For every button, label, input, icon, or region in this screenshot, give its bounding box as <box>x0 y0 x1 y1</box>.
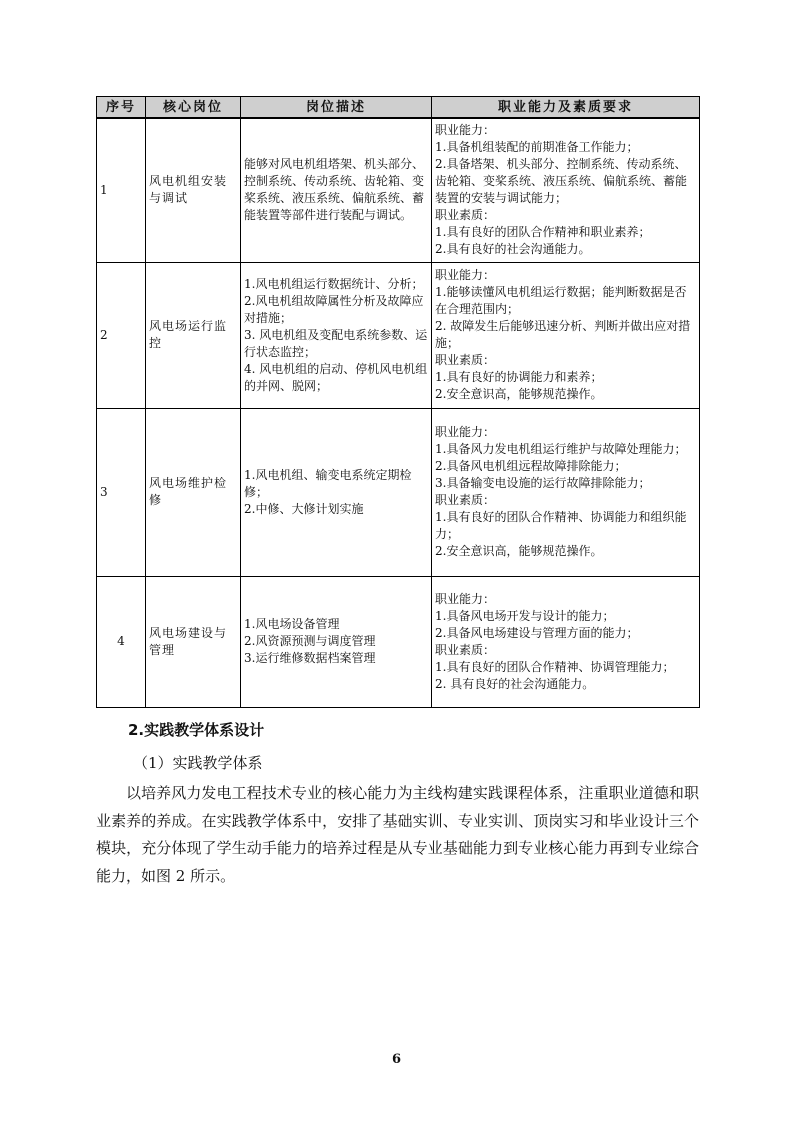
row-requirements <box>432 576 700 707</box>
row-requirements <box>432 118 700 262</box>
requirement-line: 职业能力： <box>435 591 496 606</box>
core-positions-table <box>96 96 700 708</box>
row-core-position: 风电场维护检修 <box>146 408 241 576</box>
row-description <box>241 408 432 576</box>
row-description <box>241 576 432 707</box>
description-line: 3.运行维修数据档案管理 <box>244 651 376 665</box>
description-line: 1.风电机组、输变电系统定期检修； <box>244 467 412 499</box>
row-number: 4 <box>97 576 146 707</box>
description-line: 1.风电机组运行数据统计、分析； <box>244 276 424 291</box>
row-description <box>241 262 432 408</box>
row-number: 2 <box>97 262 146 408</box>
description-line: 2.风资源预测与调度管理 <box>244 634 376 648</box>
description-line: 2.风电机组故障属性分析及故障应对措施； <box>244 293 424 325</box>
page-number: 6 <box>391 1052 402 1067</box>
requirement-line: 职业素质： <box>435 642 496 657</box>
row-core-position: 风电机组安装与调试 <box>146 118 241 262</box>
requirement-line: 职业素质： <box>435 493 496 507</box>
table-row <box>97 576 700 707</box>
requirement-line: 2.具备风电机组远程故障排除能力； <box>435 459 627 473</box>
row-requirements <box>432 262 700 408</box>
description-line: 3. 风电机组及变配电系统参数、运行状态监控； <box>244 327 428 359</box>
row-requirements <box>432 408 700 576</box>
requirement-line: 1.具备风力发电机组运行维护与故障处理能力； <box>435 442 687 456</box>
requirement-line: 1.具有良好的团队合作精神、协调能力和组织能力； <box>435 510 687 541</box>
requirement-line: 2.具有良好的社会沟通能力。 <box>435 242 591 257</box>
requirement-line: 2. 故障发生后能够迅速分析、判断并做出应对措施； <box>435 319 691 350</box>
requirement-line: 职业素质： <box>435 208 496 223</box>
row-number: 3 <box>97 408 146 576</box>
table-row <box>97 118 700 262</box>
description-line: 4. 风电机组的启动、停机风电机组的并网、脱网； <box>244 361 428 393</box>
description-line: 能够对风电机组塔架、机头部分、控制系统、传动系统、齿轮箱、变桨系统、液压系统、偏航系统、蓄能装置等部件进行装配与调试。 <box>244 157 425 223</box>
requirement-line: 2.具备风电场建设与管理方面的能力； <box>435 625 639 640</box>
requirement-line: 2. 具有良好的社会沟通能力。 <box>435 676 595 691</box>
requirement-line: 职业能力： <box>435 123 496 138</box>
table-header <box>97 97 700 119</box>
header-core-position: 核心岗位 <box>146 97 241 119</box>
requirement-line: 2.具备塔架、机头部分、控制系统、传动系统、齿轮箱、变桨系统、液压系统、偏航系统、蓄能装置的安装与调试能力； <box>435 157 688 206</box>
header-requirements: 职业能力及素质要求 <box>432 97 700 119</box>
requirement-line: 1.具有良好的团队合作精神和职业素养； <box>435 225 651 240</box>
requirement-line: 1.能够读懂风电机组运行数据；能判断数据是否在合理范围内； <box>435 285 687 316</box>
requirement-line: 1.具有良好的团队合作精神、协调管理能力； <box>435 659 675 674</box>
requirement-line: 职业能力： <box>435 268 496 282</box>
header-position-description: 岗位描述 <box>241 97 432 119</box>
table-row <box>97 262 700 408</box>
row-core-position: 风电场建设与管理 <box>146 576 241 707</box>
requirement-line: 2.安全意识高，能够规范操作。 <box>435 544 603 558</box>
requirement-line: 1.具备风电场开发与设计的能力； <box>435 608 615 623</box>
subsection-heading: （1）实践教学体系 <box>133 754 263 772</box>
requirement-line: 2.安全意识高，能够规范操作。 <box>435 387 603 401</box>
row-core-position: 风电场运行监控 <box>146 262 241 408</box>
requirement-line: 职业能力： <box>435 425 496 439</box>
body-paragraph: 以培养风力发电工程技术专业的核心能力为主线构建实践课程体系，注重职业道德和职业素养的养成。在实践教学体系中，安排了基础实训、专业实训、顶岗实习和毕业设计三个模块，充分体现了学生动手能力的培养过程是从专业基础能力到专业核心能力再到专业综合能力，如图 2 所示。 <box>96 784 699 885</box>
row-number: 1 <box>97 118 146 262</box>
row-description <box>241 118 432 262</box>
table-row <box>97 408 700 576</box>
section-heading: 2.实践教学体系设计 <box>128 721 265 739</box>
requirement-line: 1.具有良好的协调能力和素养； <box>435 370 603 384</box>
requirement-line: 1.具备机组装配的前期准备工作能力； <box>435 140 639 155</box>
description-line: 2.中修、大修计划实施 <box>244 501 364 516</box>
header-number: 序号 <box>97 97 146 119</box>
requirement-line: 3.具备输变电设施的运行故障排除能力； <box>435 476 651 490</box>
requirement-line: 职业素质： <box>435 353 496 367</box>
description-line: 1.风电场设备管理 <box>244 617 340 631</box>
